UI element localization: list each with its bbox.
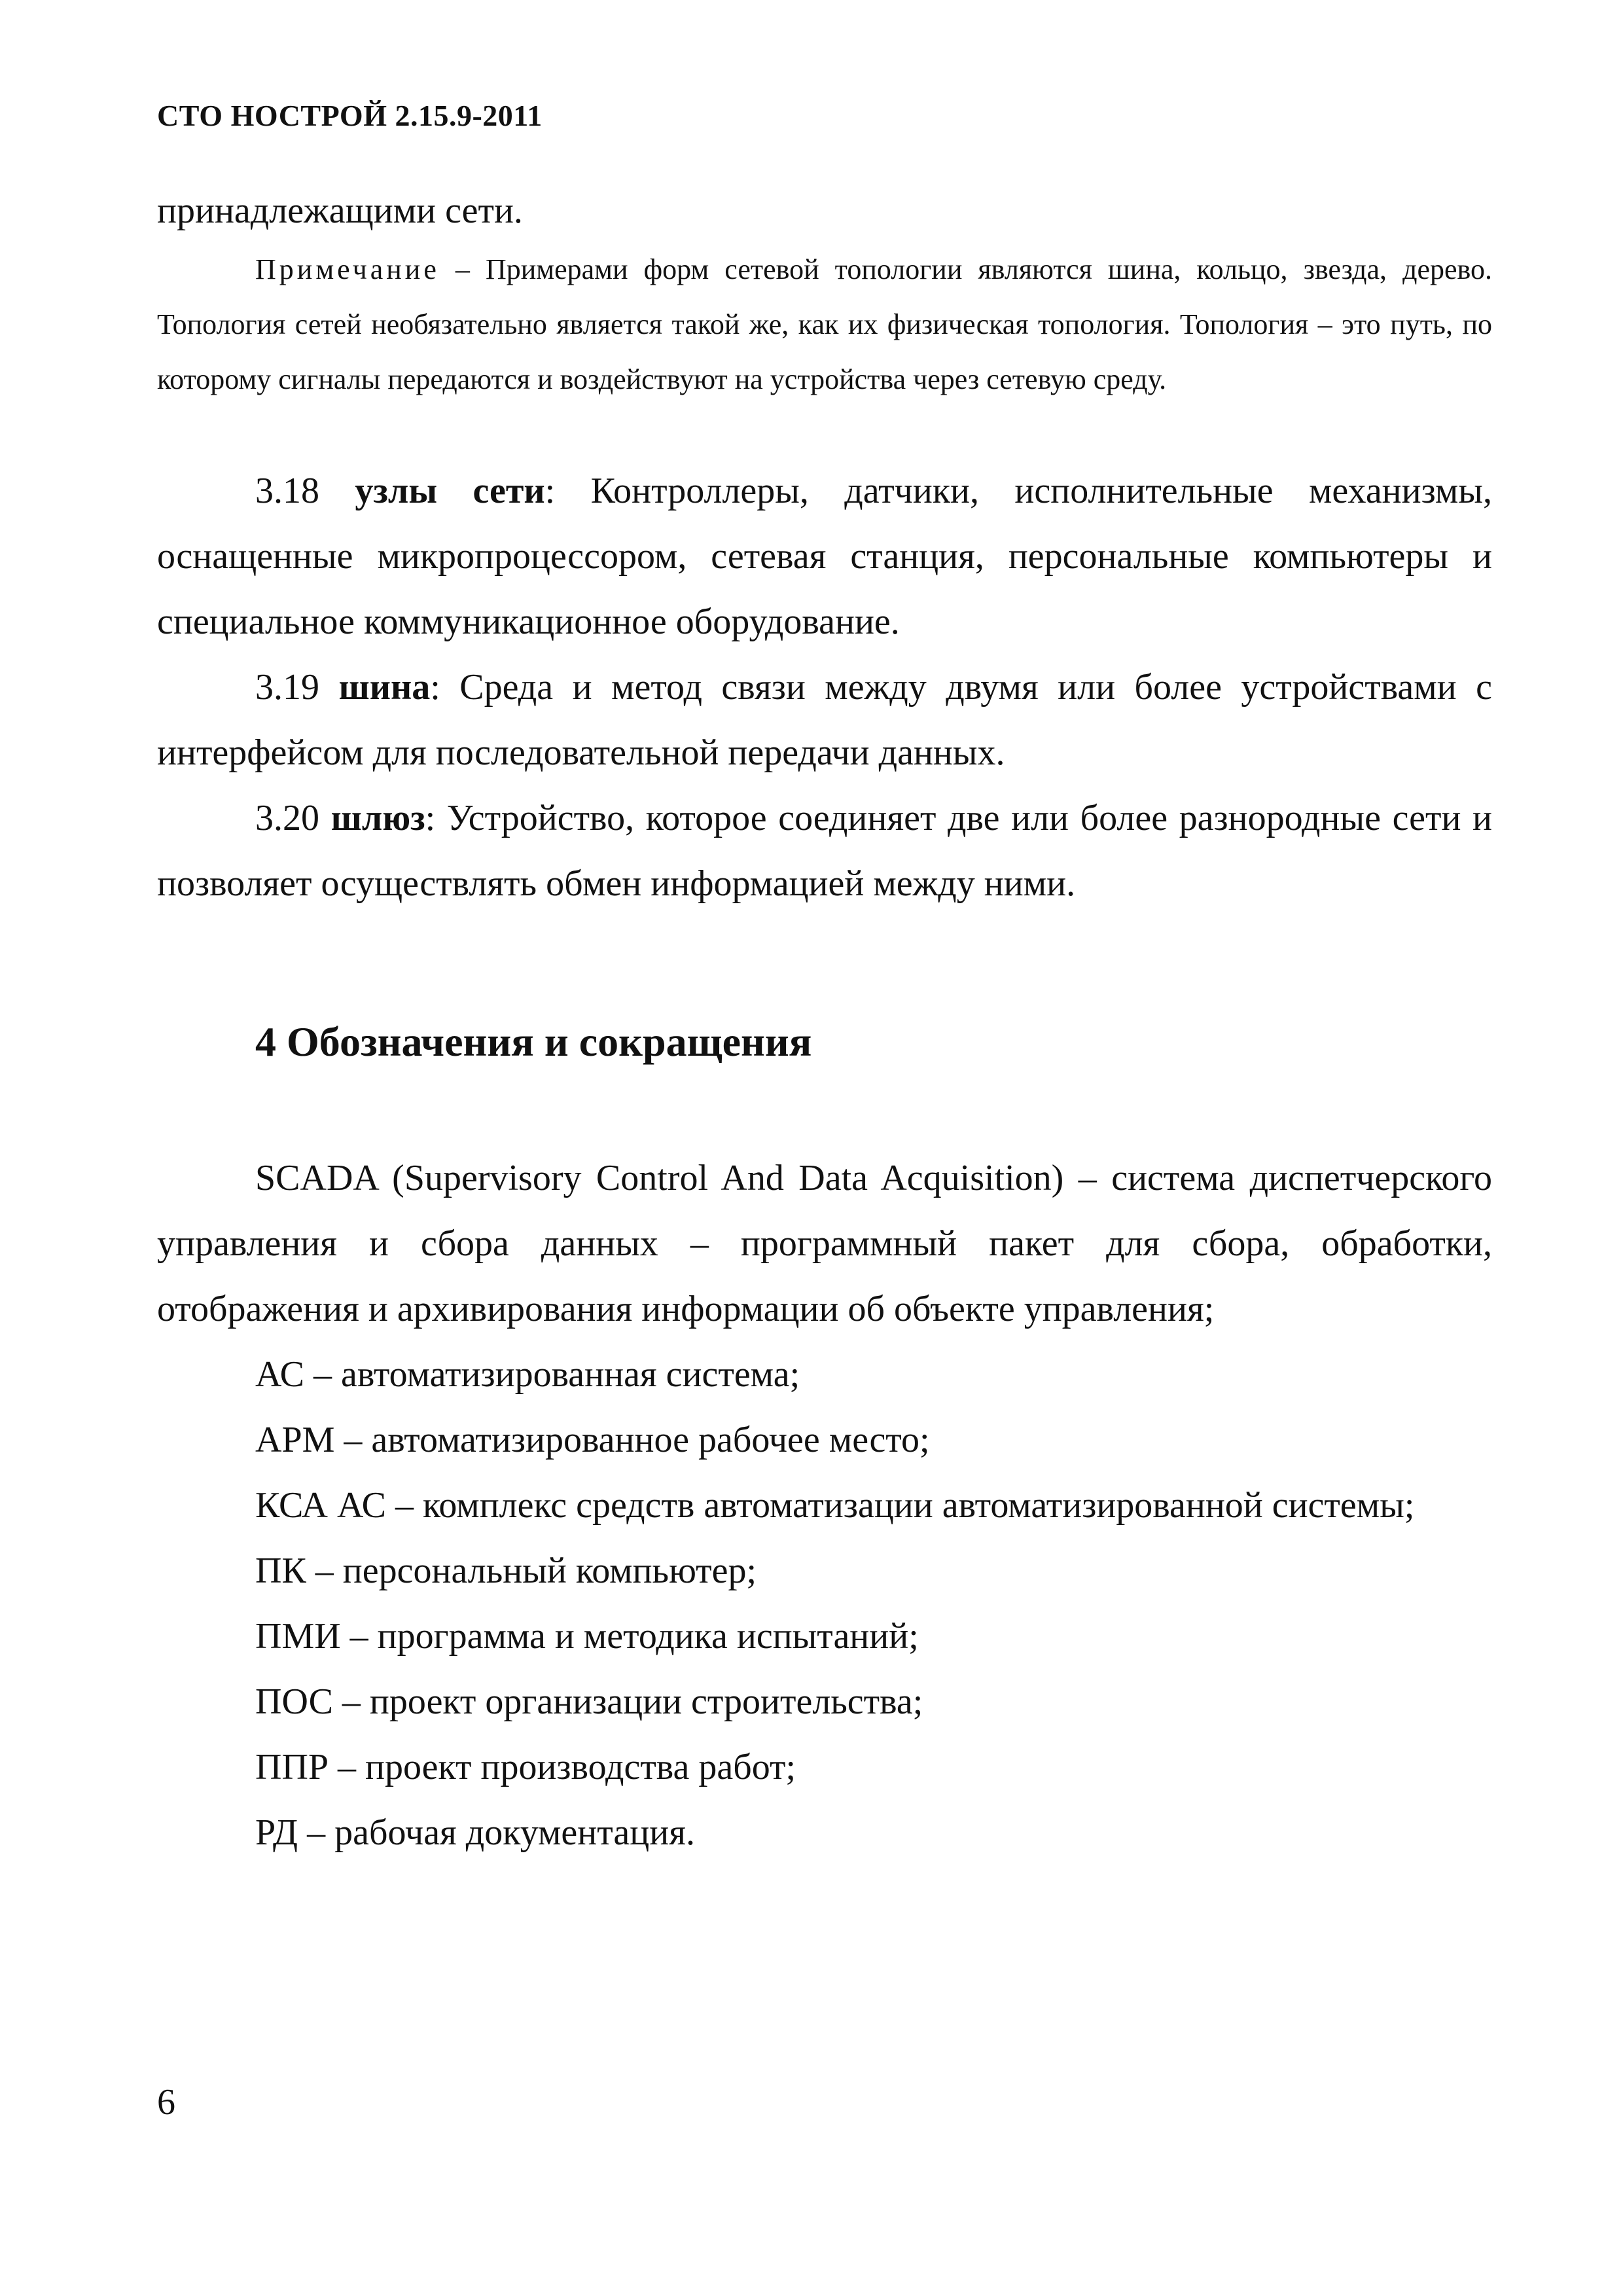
abbreviation-item: РД – рабочая документация. bbox=[255, 1812, 695, 1853]
term-number: 3.19 bbox=[255, 667, 339, 708]
term-3-19-paragraph bbox=[157, 655, 1492, 785]
term-definition: : Среда и метод связи между двумя или более устройствами с интерфейсом для последовательной передачи данных. bbox=[157, 667, 1492, 773]
page-number: 6 bbox=[157, 2082, 175, 2123]
term-name: шлюз bbox=[330, 798, 425, 838]
section-title: 4 Обозначения и сокращения bbox=[255, 1018, 812, 1065]
term-number: 3.18 bbox=[255, 471, 355, 511]
term-definition: : Контроллеры, датчики, исполнительные механизмы, оснащенные микропроцессором, сетевая станция, персональные компьютеры и специальное коммуникационное оборудование. bbox=[157, 471, 1492, 642]
term-name: шина bbox=[338, 667, 431, 708]
continuation-paragraph: принадлежащими сети. bbox=[157, 190, 523, 231]
abbreviation-item: ПК – персональный компьютер; bbox=[255, 1551, 757, 1591]
document-code-header: СТО НОСТРОЙ 2.15.9-2011 bbox=[157, 99, 543, 132]
abbreviation-item: ПМИ – программа и методика испытаний; bbox=[255, 1616, 919, 1657]
note-paragraph bbox=[157, 242, 1492, 407]
term-definition: : Устройство, которое соединяет две или более разнородные сети и позволяет осуществлять обмен информацией между ними. bbox=[157, 798, 1492, 904]
term-3-20-paragraph bbox=[157, 785, 1492, 916]
abbreviation-item: КСА АС – комплекс средств автоматизации автоматизированной системы; bbox=[255, 1485, 1415, 1526]
abbreviation-item: ПОС – проект организации строительства; bbox=[255, 1681, 923, 1722]
scada-paragraph: SCADA (Supervisory Control And Data Acquisition) – система диспетчерского управления и сбора данных – программный пакет для сбора, обработки, отображения и архивирования информации об объекте управления; bbox=[157, 1158, 1492, 1329]
abbreviation-item: АРМ – автоматизированное рабочее место; bbox=[255, 1420, 930, 1460]
note-text: – Примерами форм сетевой топологии являются шина, кольцо, звезда, дерево. Топология сетей необязательно является такой же, как их физическая топология. Топология – это путь, по которому сигналы передаются и воздействуют на устройства через сетевую среду. bbox=[157, 253, 1492, 395]
term-name: узлы сети bbox=[355, 471, 545, 511]
abbreviation-item: ППР – проект производства работ; bbox=[255, 1747, 796, 1787]
note-label: Примечание bbox=[255, 253, 440, 285]
abbreviation-item: АС – автоматизированная система; bbox=[255, 1354, 800, 1395]
term-3-18-paragraph bbox=[157, 458, 1492, 655]
term-number: 3.20 bbox=[255, 798, 331, 838]
